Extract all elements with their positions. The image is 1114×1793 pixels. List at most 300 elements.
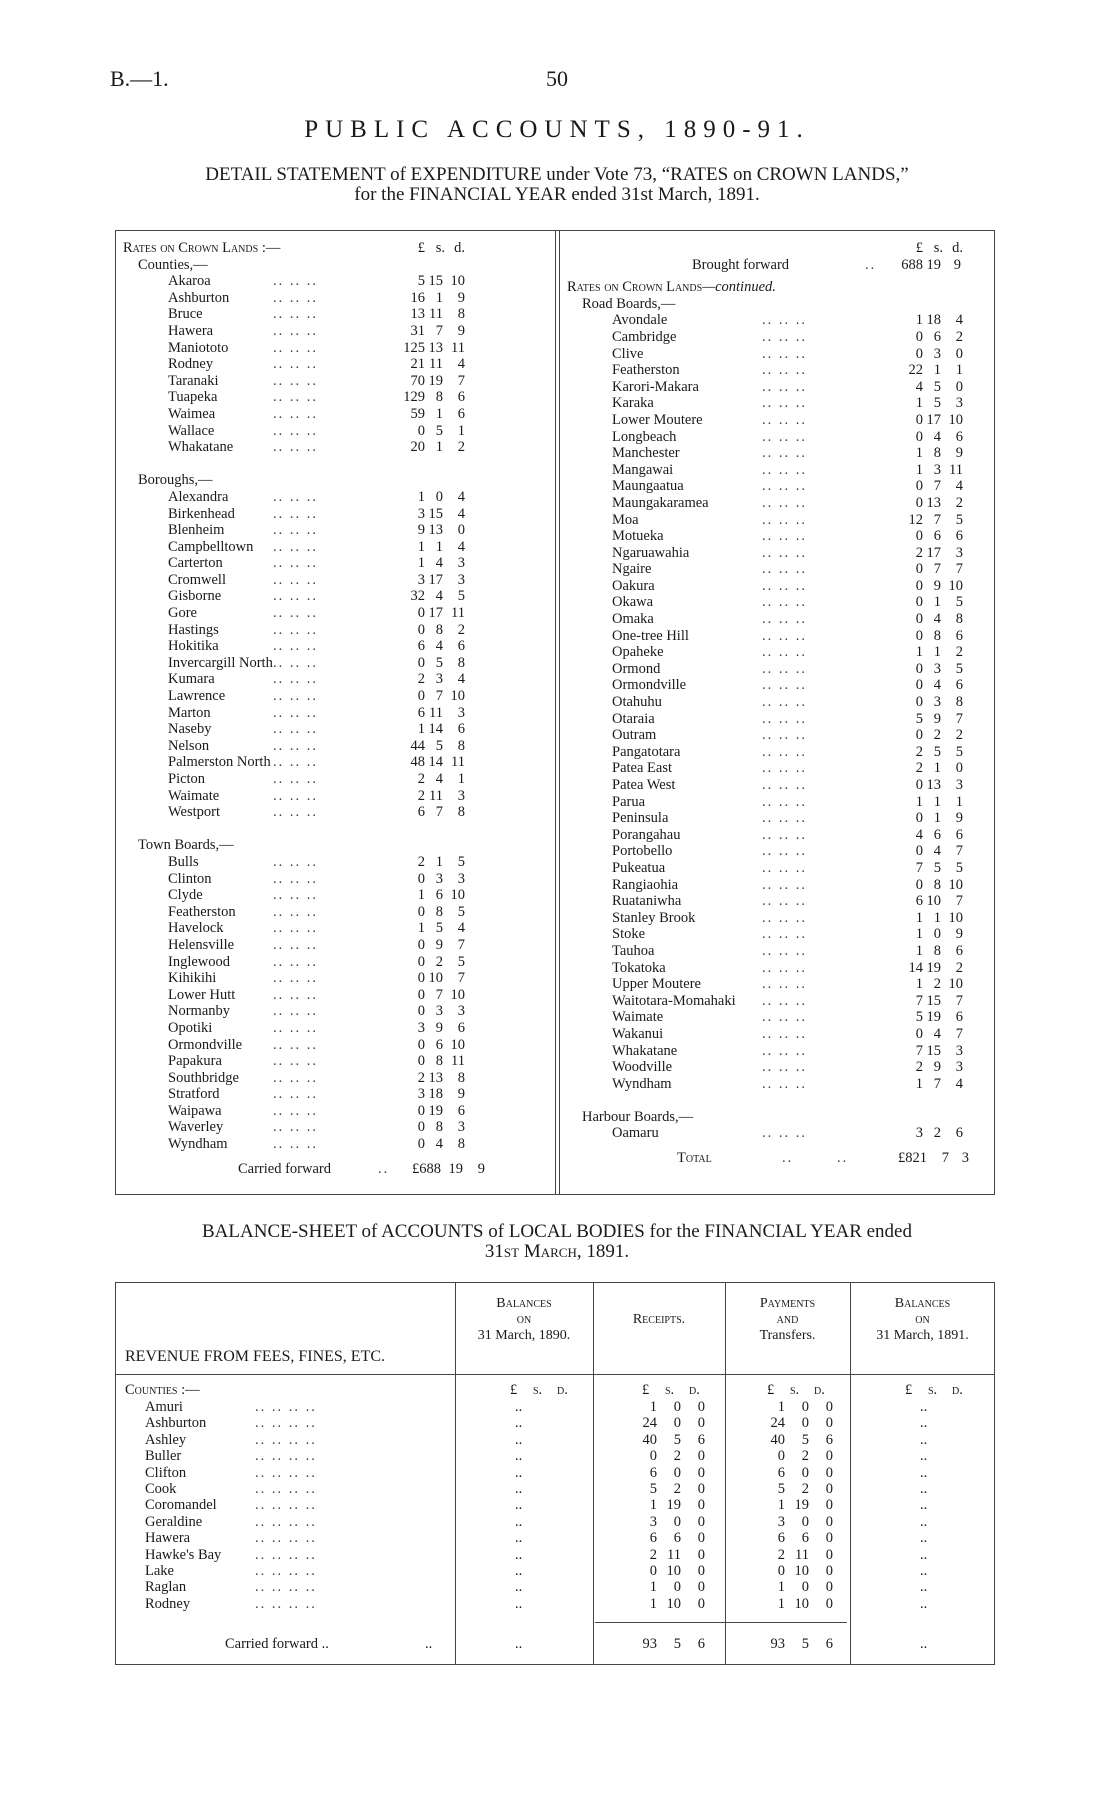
- amount-pence: 5: [457, 953, 465, 970]
- table-row: [123, 373, 553, 390]
- leader-dots: .. .. ..: [762, 1125, 807, 1142]
- amount-pounds: 3: [417, 505, 425, 522]
- bs-carried-payments-s: 5: [801, 1636, 809, 1652]
- amount-pounds: 0: [417, 986, 425, 1003]
- leader-dots: .. .. ..: [762, 362, 807, 379]
- body-name: Blenheim: [168, 522, 225, 539]
- closing-balance-nil: ..: [920, 1595, 928, 1612]
- amount-pounds: 0: [417, 1102, 425, 1119]
- receipts-shillings: 5: [673, 1431, 681, 1448]
- receipts-pence: 0: [697, 1579, 705, 1596]
- shilling-header-right: s.: [933, 240, 943, 256]
- amount-pence: 3: [955, 1059, 963, 1076]
- payments-shillings: 11: [795, 1546, 809, 1563]
- amount-shillings: 6: [933, 826, 941, 843]
- amount-pounds: 3: [417, 1019, 425, 1036]
- section-heading-row: [567, 1109, 992, 1126]
- revenue-label: REVENUE FROM FEES, FINES, ETC.: [125, 1348, 386, 1365]
- amount-pounds: 0: [417, 936, 425, 953]
- body-name: Bruce: [168, 306, 203, 323]
- body-name: Bulls: [168, 853, 199, 870]
- payments-pence: 0: [825, 1530, 833, 1547]
- table-row: [115, 1465, 995, 1481]
- leader-dots: .. .. .. ..: [255, 1448, 317, 1465]
- table-row: [567, 611, 992, 628]
- payments-pounds: 1: [777, 1595, 785, 1612]
- leader-dots: .. .. ..: [762, 909, 807, 926]
- amount-pence: 6: [457, 721, 465, 738]
- column-header: [455, 1296, 593, 1344]
- amount-pounds: 2: [417, 1069, 425, 1086]
- bs-d-h3: d.: [814, 1382, 825, 1398]
- section-heading: Boroughs,—: [138, 472, 213, 489]
- amount-pence: 0: [457, 522, 465, 539]
- amount-pounds: 1: [915, 312, 923, 329]
- body-name: Otahuhu: [612, 694, 662, 711]
- amount-pence: 9: [955, 445, 963, 462]
- body-name: Southbridge: [168, 1069, 239, 1086]
- table-row: [567, 943, 992, 960]
- amount-shillings: 13: [926, 777, 941, 793]
- body-name: Maniototo: [168, 339, 229, 356]
- amount-pence: 1: [955, 793, 963, 810]
- leader-dots: .. .. ..: [273, 654, 318, 671]
- receipts-shillings: 2: [673, 1448, 681, 1465]
- body-name: Clinton: [168, 870, 212, 887]
- amount-pence: 0: [955, 760, 963, 777]
- amount-shillings: 11: [429, 787, 443, 804]
- body-name: Waitotara-Momahaki: [612, 992, 736, 1009]
- table-row: [567, 910, 992, 927]
- table-row: [123, 655, 553, 672]
- body-name: Hokitika: [168, 638, 219, 655]
- body-name: Akaroa: [168, 273, 211, 290]
- shilling-header: s.: [435, 240, 445, 256]
- total-pound: £821: [898, 1150, 927, 1167]
- column-header-line: on: [915, 1312, 930, 1327]
- amount-pence: 5: [955, 594, 963, 611]
- table-row: [123, 738, 553, 755]
- bs-carried-nil1: ..: [515, 1636, 523, 1652]
- table-row: [567, 976, 992, 993]
- table-row: [567, 727, 992, 744]
- pound-header-right: £: [915, 240, 923, 256]
- amount-pounds: 0: [417, 1136, 425, 1153]
- closing-balance-nil: ..: [920, 1415, 928, 1432]
- amount-shillings: 7: [933, 478, 941, 495]
- leader-dots: .. .. ..: [273, 936, 318, 953]
- table-row: [123, 340, 553, 357]
- body-name: Omaka: [612, 611, 654, 628]
- amount-shillings: 5: [435, 654, 443, 671]
- amount-shillings: 1: [435, 439, 443, 456]
- leader-dots: .. .. ..: [762, 395, 807, 412]
- table-row: [123, 1020, 553, 1037]
- body-name: Gisborne: [168, 588, 222, 605]
- leader-dots: .. .. .. ..: [255, 1530, 317, 1547]
- amount-pounds: 1: [915, 1075, 923, 1092]
- receipts-shillings: 0: [673, 1415, 681, 1432]
- body-name: Naseby: [168, 721, 212, 738]
- leader-dots: .. .. ..: [762, 644, 807, 661]
- table-row: [123, 406, 553, 423]
- table-row: [115, 1547, 995, 1563]
- brought-forward-d: 9: [953, 256, 961, 273]
- opening-balance-nil: ..: [515, 1530, 523, 1547]
- table-row: [115, 1563, 995, 1579]
- amount-pence: 6: [955, 942, 963, 959]
- amount-pence: 4: [457, 920, 465, 937]
- amount-shillings: 19: [926, 1009, 941, 1026]
- table-row: [123, 539, 553, 556]
- section-heading: Road Boards,—: [582, 295, 676, 312]
- leader-dots: .. .. ..: [762, 843, 807, 860]
- body-name: Tuapeka: [168, 389, 218, 406]
- body-name: Wyndham: [168, 1136, 228, 1153]
- body-name: Maungakaramea: [612, 494, 709, 511]
- body-name: Stratford: [168, 1086, 220, 1103]
- leader-dots: .. .. ..: [273, 853, 318, 870]
- amount-pence: 3: [457, 704, 465, 721]
- section-heading-row: [123, 837, 553, 854]
- receipts-pence: 0: [697, 1415, 705, 1432]
- leader-dots: .. .. ..: [762, 992, 807, 1009]
- receipts-pence: 6: [697, 1431, 705, 1448]
- receipts-shillings: 10: [666, 1563, 681, 1579]
- payments-pounds: 5: [777, 1481, 785, 1497]
- table-row: [567, 777, 992, 794]
- amount-shillings: 2: [435, 953, 443, 970]
- amount-pounds: 0: [915, 345, 923, 362]
- section-spacer: [123, 456, 553, 473]
- amount-shillings: 6: [435, 887, 443, 904]
- amount-pence: 8: [955, 611, 963, 628]
- page-ref: B.—1.: [110, 66, 169, 91]
- amount-pence: 7: [955, 1025, 963, 1042]
- body-name: Westport: [168, 804, 220, 821]
- amount-pence: 5: [955, 660, 963, 677]
- payments-shillings: 19: [794, 1497, 809, 1514]
- amount-shillings: 17: [926, 544, 941, 561]
- amount-pounds: 0: [417, 1036, 425, 1053]
- leader-dots: .. .. ..: [762, 1059, 807, 1076]
- left-column: [123, 240, 553, 1177]
- column-header-line: and: [776, 1312, 799, 1327]
- table-row: [115, 1399, 995, 1415]
- amount-shillings: 17: [428, 605, 443, 622]
- amount-pounds: 44: [410, 737, 425, 754]
- table-row: [115, 1497, 995, 1513]
- amount-shillings: 19: [428, 1102, 443, 1119]
- table-row: [567, 379, 992, 396]
- leader-dots: .. .. ..: [762, 494, 807, 511]
- amount-pounds: 1: [915, 644, 923, 661]
- amount-pounds: 0: [915, 428, 923, 445]
- amount-pence: 5: [955, 743, 963, 760]
- leader-dots: .. .. ..: [273, 1003, 318, 1020]
- body-name: Havelock: [168, 920, 224, 937]
- payments-pence: 0: [825, 1563, 833, 1579]
- amount-pence: 5: [457, 853, 465, 870]
- body-name: Opaheke: [612, 644, 664, 661]
- table-row: [567, 860, 992, 877]
- leader-dots: .. .. .. ..: [255, 1579, 317, 1596]
- table-row: [567, 512, 992, 529]
- amount-pence: 10: [948, 577, 963, 594]
- leader-dots: .. .. ..: [273, 688, 318, 705]
- column-header: [850, 1296, 995, 1344]
- page-number: 50: [546, 66, 568, 91]
- leader-dots: .. .. ..: [273, 721, 318, 738]
- bs-carried-receipts-l: 93: [642, 1636, 657, 1652]
- receipts-pence: 0: [697, 1513, 705, 1530]
- column-header-line: 31 March, 1891.: [876, 1328, 969, 1343]
- amount-shillings: 17: [926, 411, 941, 428]
- body-name: Ormondville: [612, 677, 687, 694]
- amount-pence: 9: [457, 322, 465, 339]
- amount-pounds: 21: [410, 356, 425, 373]
- receipts-pence: 0: [697, 1448, 705, 1465]
- leader-dots: .. .. ..: [273, 638, 318, 655]
- amount-pounds: 0: [915, 561, 923, 578]
- amount-pence: 6: [955, 1125, 963, 1142]
- amount-pence: 7: [955, 992, 963, 1009]
- closing-balance-nil: ..: [920, 1448, 928, 1465]
- receipts-pence: 0: [697, 1464, 705, 1481]
- brought-forward-label: Brought forward: [692, 256, 790, 273]
- receipts-pounds: 5: [649, 1481, 657, 1497]
- leader-dots: .. .. ..: [273, 372, 318, 389]
- amount-shillings: 1: [933, 760, 941, 777]
- table-row: [123, 423, 553, 440]
- payments-pounds: 40: [770, 1431, 785, 1448]
- payments-shillings: 2: [801, 1481, 809, 1497]
- amount-pence: 4: [457, 356, 465, 373]
- table-row: [123, 705, 553, 722]
- payments-pounds: 1: [777, 1399, 785, 1415]
- amount-pounds: 2: [417, 853, 425, 870]
- amount-pounds: 0: [915, 594, 923, 611]
- right-currency-header: [567, 240, 992, 257]
- amount-pence: 9: [955, 810, 963, 827]
- amount-shillings: 0: [435, 488, 443, 505]
- table-row: [115, 1448, 995, 1464]
- opening-balance-nil: ..: [515, 1399, 523, 1415]
- table-row: [567, 445, 992, 462]
- amount-pence: 2: [955, 959, 963, 976]
- opening-balance-nil: ..: [515, 1415, 523, 1432]
- table-row: [123, 771, 553, 788]
- amount-pence: 2: [955, 494, 963, 511]
- bs-carried-receipts-s: 5: [673, 1636, 681, 1652]
- amount-pence: 11: [451, 754, 465, 771]
- payments-pounds: 6: [777, 1464, 785, 1481]
- amount-pence: 6: [457, 1019, 465, 1036]
- amount-shillings: 13: [428, 1069, 443, 1086]
- closing-balance-nil: ..: [920, 1399, 928, 1415]
- leader-dots: .. .. ..: [273, 1036, 318, 1053]
- total-label: Total: [677, 1150, 712, 1167]
- table-row: [123, 854, 553, 871]
- body-name: Kumara: [168, 671, 215, 688]
- leader-dots: .. .. ..: [762, 859, 807, 876]
- amount-pounds: 3: [417, 1086, 425, 1103]
- amount-pence: 0: [955, 378, 963, 395]
- amount-pence: 3: [955, 777, 963, 793]
- table-row: [123, 970, 553, 987]
- amount-pence: 5: [457, 588, 465, 605]
- carried-forward-row: Carried forward .. £688 19 9: [238, 1160, 485, 1177]
- amount-pounds: 0: [915, 528, 923, 545]
- payments-pence: 0: [825, 1415, 833, 1432]
- amount-pence: 6: [955, 428, 963, 445]
- amount-pounds: 0: [417, 903, 425, 920]
- table-row: [123, 754, 553, 771]
- amount-pence: 6: [457, 405, 465, 422]
- amount-pounds: 48: [410, 754, 425, 771]
- right-column: [567, 240, 992, 1167]
- body-name: Maungaatua: [612, 478, 684, 495]
- body-name: Rodney: [145, 1595, 191, 1612]
- amount-pounds: 0: [417, 953, 425, 970]
- amount-pounds: 0: [417, 1053, 425, 1070]
- amount-shillings: 19: [926, 959, 941, 976]
- body-name: Whakatane: [168, 439, 234, 456]
- receipts-shillings: 0: [673, 1513, 681, 1530]
- payments-shillings: 0: [801, 1399, 809, 1415]
- amount-pence: 3: [457, 571, 465, 588]
- payments-pence: 0: [825, 1481, 833, 1497]
- leader-dots: .. .. ..: [762, 478, 807, 495]
- amount-shillings: 5: [933, 859, 941, 876]
- table-row: [123, 506, 553, 523]
- body-name: Stanley Brook: [612, 909, 696, 926]
- payments-pounds: 24: [770, 1415, 785, 1432]
- body-name: Porangahau: [612, 826, 681, 843]
- receipts-pounds: 1: [649, 1399, 657, 1415]
- body-name: Otaraia: [612, 710, 655, 727]
- balance-sheet-table: [115, 1282, 995, 1665]
- leader-dots: .. .. ..: [273, 289, 318, 306]
- leader-dots: .. .. .. ..: [255, 1563, 317, 1579]
- amount-shillings: 13: [428, 522, 443, 539]
- bs-carried-receipts-d: 6: [697, 1636, 705, 1652]
- table-left-rule: [115, 230, 116, 1195]
- leader-dots: .. .. .. ..: [255, 1546, 317, 1563]
- payments-pence: 0: [825, 1546, 833, 1563]
- body-name: Ruataniwha: [612, 893, 682, 910]
- amount-pounds: 1: [915, 909, 923, 926]
- bs-s-h1: s.: [533, 1382, 543, 1398]
- body-name: One-tree Hill: [612, 627, 689, 644]
- amount-shillings: 3: [933, 694, 941, 711]
- amount-pounds: 0: [417, 422, 425, 439]
- body-name: Normanby: [168, 1003, 231, 1020]
- body-name: Waimate: [612, 1009, 664, 1026]
- amount-pounds: 0: [417, 621, 425, 638]
- table-row: [567, 1125, 992, 1142]
- amount-shillings: 10: [428, 970, 443, 987]
- amount-pounds: 125: [403, 339, 425, 356]
- receipts-pounds: 0: [649, 1563, 657, 1579]
- table-row: [567, 628, 992, 645]
- amount-pence: 1: [955, 362, 963, 379]
- leader-dots: .. .. ..: [762, 694, 807, 711]
- amount-shillings: 18: [926, 312, 941, 329]
- amount-pence: 6: [955, 627, 963, 644]
- column-header-line: Receipts.: [632, 1312, 686, 1327]
- amount-pounds: 0: [915, 627, 923, 644]
- opening-balance-nil: ..: [515, 1595, 523, 1612]
- amount-pounds: 1: [915, 926, 923, 943]
- receipts-shillings: 6: [673, 1530, 681, 1547]
- amount-shillings: 8: [933, 627, 941, 644]
- body-name: Hawke's Bay: [145, 1546, 222, 1563]
- leader-dots: .. .. ..: [762, 876, 807, 893]
- amount-pounds: 0: [915, 611, 923, 628]
- body-name: Waipawa: [168, 1102, 222, 1119]
- payments-pounds: 0: [777, 1448, 785, 1465]
- payments-shillings: 10: [794, 1595, 809, 1612]
- table-row: [123, 987, 553, 1004]
- amount-pounds: 2: [417, 787, 425, 804]
- body-name: Carterton: [168, 555, 223, 572]
- table-row: [567, 677, 992, 694]
- leader-dots: .. .. ..: [762, 793, 807, 810]
- leader-dots: .. .. .. ..: [255, 1513, 317, 1530]
- leader-dots: .. .. ..: [273, 920, 318, 937]
- leader-dots: .. .. .. ..: [255, 1464, 317, 1481]
- bs-s-h2: s.: [665, 1382, 675, 1398]
- total-s: 7: [941, 1150, 949, 1167]
- statement-title-line2: for the FINANCIAL YEAR ended 31st March, 1891.: [354, 184, 760, 205]
- amount-pence: 8: [955, 694, 963, 711]
- table-row: [567, 993, 992, 1010]
- table-row: [123, 954, 553, 971]
- amount-pounds: 0: [915, 411, 923, 428]
- amount-pence: 9: [457, 289, 465, 306]
- amount-pounds: 5: [915, 710, 923, 727]
- body-name: Lower Hutt: [168, 986, 236, 1003]
- table-row: [567, 1026, 992, 1043]
- table-row: [567, 810, 992, 827]
- body-name: Rodney: [168, 356, 214, 373]
- body-name: Lawrence: [168, 688, 226, 705]
- body-name: Whakatane: [612, 1042, 678, 1059]
- bs-carried-nil2: ..: [920, 1636, 928, 1652]
- leader-dots: .. .. ..: [762, 893, 807, 910]
- amount-shillings: 2: [933, 727, 941, 744]
- amount-pence: 4: [955, 478, 963, 495]
- amount-pence: 4: [457, 538, 465, 555]
- leader-dots: .. .. ..: [273, 356, 318, 373]
- leader-dots: .. .. ..: [273, 306, 318, 323]
- amount-shillings: 13: [428, 339, 443, 356]
- section-spacer: [567, 1092, 992, 1109]
- amount-pounds: 1: [915, 395, 923, 412]
- section-heading-row: [567, 296, 992, 313]
- counties-heading-row: [115, 1382, 995, 1398]
- body-name: Papakura: [168, 1053, 222, 1070]
- amount-pence: 8: [457, 804, 465, 821]
- table-row: [567, 893, 992, 910]
- amount-pence: 5: [955, 511, 963, 528]
- table-row: [123, 588, 553, 605]
- amount-shillings: 4: [933, 677, 941, 694]
- body-name: Waverley: [168, 1119, 224, 1136]
- leader-dots: .. .. ..: [762, 345, 807, 362]
- body-name: Ngaire: [612, 561, 652, 578]
